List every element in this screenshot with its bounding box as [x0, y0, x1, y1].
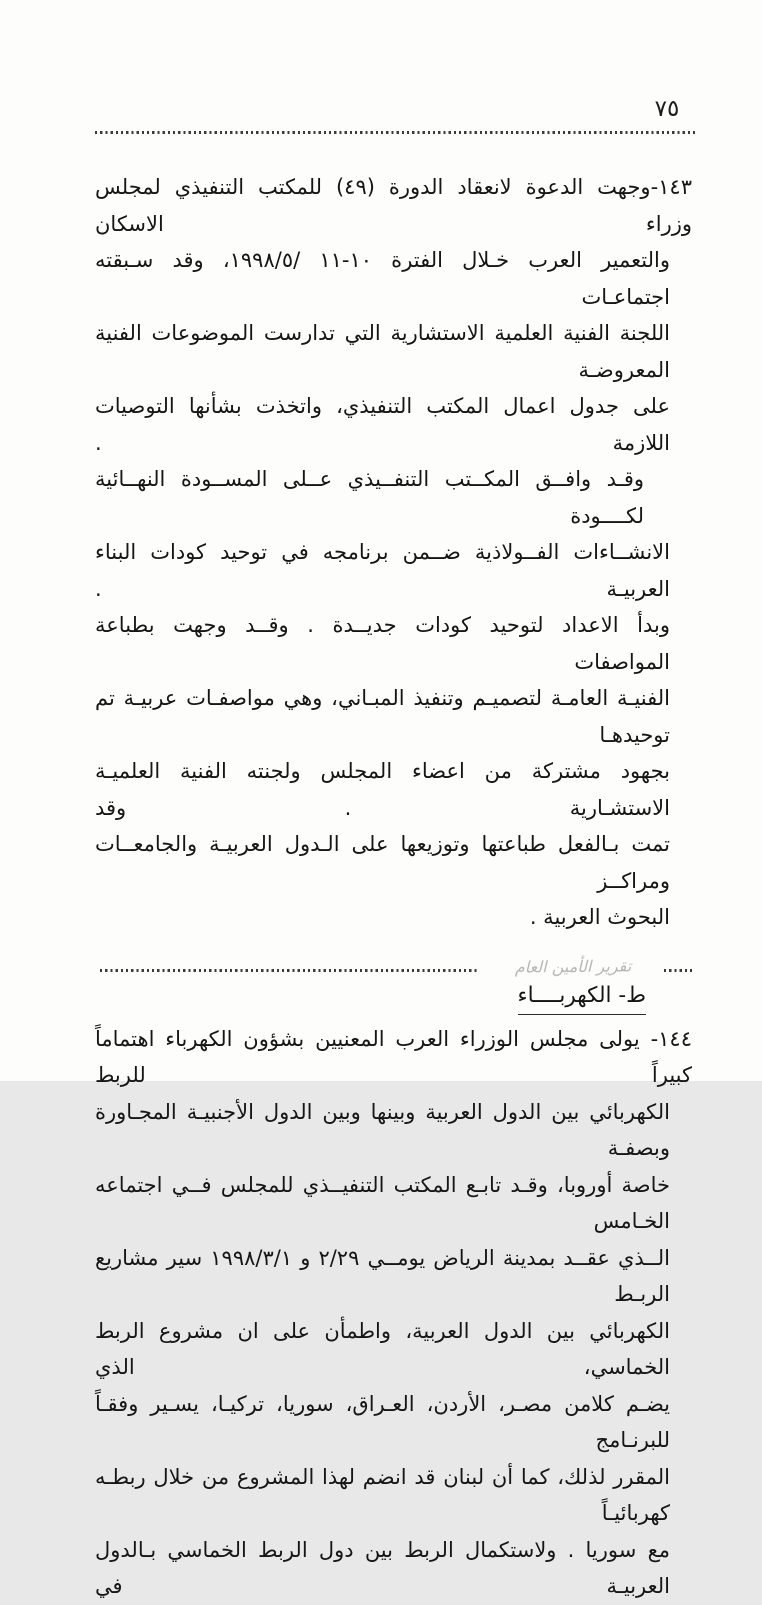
text-line: البحوث العربية . — [529, 905, 670, 929]
paragraph-143 — [95, 169, 692, 936]
text-line: مع سوريا . ولاستكمال الربط بين دول الربط الخماسي بـالدول العربيـة في — [95, 1537, 670, 1598]
text-line: على جدول اعمال المكتب التنفيذي، واتخذت بشأنها التوصيات اللازمة . — [95, 394, 670, 455]
text-line: يضـم كلامن مصـر، الأردن، العـراق، سوريا، تركيـا، يسـير وفقـاً للبرنـامج — [95, 1391, 670, 1452]
text-line: المقرر لذلك، كما أن لبنان قد انضم لهذا المشروع من خلال ربطـه كهربائيـاً — [95, 1464, 670, 1525]
text-line: تمت بـالفعل طباعتها وتوزيعها على الـدول العربيـة والجامعــات ومراكــز — [95, 832, 670, 893]
text-line: وبدأ الاعداد لتوحيد كودات جديــدة . وقــد وجهت بطباعة المواصفات — [95, 613, 670, 674]
page-body — [95, 169, 692, 1605]
page-number: ٧٥ — [654, 96, 680, 122]
text-line: الكهربائي بين الدول العربية وبينها وبين الدول الأجنبيـة المجـاورة وبصفـة — [95, 1099, 670, 1160]
footer-divider-short — [664, 969, 694, 972]
text-line: الانشــاءات الفــولاذية ضــمن برنامجه في توحيد كودات البناء العربيـة . — [95, 540, 670, 601]
text-line: الفنيـة العامـة لتصميـم وتنفيذ المبـاني، وهي مواصفـات عربيـة تم توحيدهـا — [95, 686, 670, 747]
section-heading-text: ط- الكهربــــاء — [518, 983, 647, 1015]
text-line: الكهربائي بين الدول العربية، واطمأن على ان مشروع الربط الخماسي، الذي — [95, 1318, 670, 1379]
text-line: بجهود مشتركة من اعضاء المجلس ولجنته الفنية العلميـة الاستشـارية . وقد — [95, 759, 670, 820]
text-line: ١٤٤- يولى مجلس الوزراء العرب المعنيين بشؤون الكهرباء اهتماماً كبيراً للربط — [95, 1026, 692, 1087]
header-divider — [95, 131, 697, 134]
text-line: ١٤٣-وجهت الدعوة لانعقاد الدورة (٤٩) للمكتب التنفيذي لمجلس وزراء الاسكان — [95, 175, 692, 236]
footer-divider — [100, 969, 478, 972]
paragraph-144 — [95, 1021, 692, 1605]
text-line: الــذي عقــد بمدينة الرياض يومــي ٢/٢٩ و ١٩٩٨/٣/١ سير مشاريع الربـط — [95, 1245, 670, 1306]
text-line: وقـد وافــق المكــتب التنفــيذي عــلى المســودة النهــائية لكــــودة — [95, 467, 644, 528]
text-line: خاصة أوروبا، وقـد تابـع المكتب التنفيــذي للمجلس فــي اجتماعه الخـامس — [95, 1172, 670, 1233]
text-line: اللجنة الفنية العلمية الاستشارية التي تدارست الموضوعات الفنية المعروضـة — [95, 321, 670, 382]
text-line: والتعمير العرب خـلال الفترة ١٠-١١ /٥‏/١٩٩٨، وقد سـبقته اجتماعـات — [95, 248, 670, 309]
footer-stamp: تقرير الأمين العام — [514, 956, 632, 977]
